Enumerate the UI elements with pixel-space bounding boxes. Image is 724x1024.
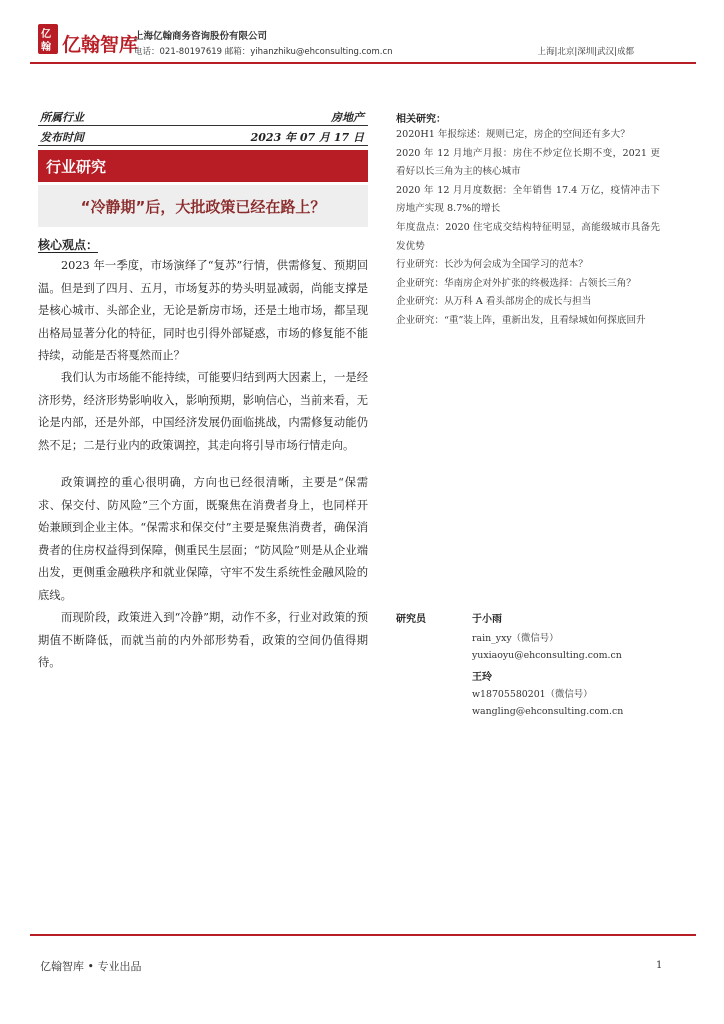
header-divider — [30, 62, 696, 64]
logo-char-1: 亿 — [41, 29, 51, 40]
body-paragraph: 我们认为市场能不能持续，可能要归结到两大因素上，一是经济形势，经济形势影响收入，影响预期，影响信心，当前来看，无论是内部，还是外部，中国经济发展仍面临挑战，内需修复动能仍然不足；二是行业内的政策调控，其走向将引导市场行情走向。 — [38, 371, 368, 452]
related-link[interactable]: 行业研究：长沙为何会成为全国学习的范本？ — [396, 259, 588, 271]
related-link[interactable]: 企业研究：华南房企对外扩张的终极选择：占领长三角？ — [396, 277, 636, 289]
footer-brand: 亿翰智库 • 专业出品 — [40, 960, 142, 973]
meta-date-row — [38, 126, 368, 146]
logo-char-2: 翰 — [41, 42, 51, 53]
body-paragraph: 而现阶段，政策进入到“冷静”期，动作不多，行业对政策的预期值不断降低，而就当前的内外部形势看，政策的空间仍值得期待。 — [38, 611, 368, 670]
contact-info: 电话：021-80197619 邮箱：yihanzhiku@ehconsulting.com.cn — [134, 47, 393, 57]
footer-divider — [30, 934, 696, 936]
related-link[interactable]: 2020 年 12 月月度数据：全年销售 17.4 万亿，疫情冲击下房地产实现 8.7%的增长 — [396, 184, 660, 215]
researcher-wechat: w18705580201（微信号） — [472, 689, 593, 700]
researcher-label: 研究员 — [396, 614, 426, 625]
office-cities: 上海|北京|深圳|武汉|成都 — [537, 47, 634, 57]
category-banner — [38, 150, 368, 182]
body-paragraph: 2023 年一季度，市场演绎了“复苏”行情，供需修复、预期回温。但是到了四月、五月，市场复苏的势头明显减弱，尚能支撑是是核心城市、头部企业，无论是新房市场，还是土地市场，都呈现出格局显著分化的特征，同时也引得外部疑惑，市场的修复能不能持续，动能是否将戛然而止？ — [38, 259, 368, 363]
related-link[interactable]: 2020 年 12 月地产月报：房住不炒定位长期不变，2021 更看好以长三角为主的核心城市 — [396, 147, 660, 178]
report-title-band — [38, 185, 368, 227]
page-number: 1 — [656, 960, 663, 971]
meta-divider — [38, 145, 368, 146]
researcher-email[interactable]: yuxiaoyu@ehconsulting.com.cn — [472, 650, 622, 661]
related-link[interactable]: 企业研究：“重”装上阵，重新出发，且看绿城如何探底回升 — [396, 314, 646, 326]
meta-industry-row — [38, 106, 368, 126]
category-label: 行业研究 — [46, 158, 107, 176]
date-value: 2023 年 07 月 17 日 — [250, 131, 364, 144]
report-title: “冷静期”后，大批政策已经在路上？ — [80, 198, 326, 216]
brand-name: 亿翰智库 — [62, 34, 139, 56]
date-label: 发布时间 — [40, 131, 84, 144]
brand-logo-mark — [38, 24, 58, 54]
related-research-list — [396, 126, 660, 331]
related-research-heading: 相关研究： — [396, 114, 446, 125]
company-name: 上海亿翰商务咨询股份有限公司 — [134, 31, 268, 42]
industry-label: 所属行业 — [40, 111, 84, 124]
researcher-name: 王玲 — [472, 672, 492, 683]
researcher-name: 于小雨 — [472, 614, 502, 625]
related-link[interactable]: 企业研究：从万科 A 看头部房企的成长与担当 — [396, 296, 592, 308]
core-points-heading: 核心观点： — [38, 238, 99, 252]
researcher-email[interactable]: wangling@ehconsulting.com.cn — [472, 706, 624, 717]
related-link[interactable]: 年度盘点：2020 住宅成交结构特征明显，高能级城市具备先发优势 — [396, 221, 660, 252]
related-link[interactable]: 2020H1 年报综述：规则已定，房企的空间还有多大？ — [396, 129, 630, 140]
industry-value: 房地产 — [331, 111, 364, 124]
researcher-wechat: rain_yxy（微信号） — [472, 633, 559, 644]
body-paragraph: 政策调控的重心很明确，方向也已经很清晰，主要是“保需求、保交付、防风险”三个方面，既聚焦在消费者身上，也同样开始兼顾到企业主体。“保需求和保交付”主要是聚焦消费者，确保消费者的住房权益得到保障，侧重民生层面；“防风险”则是从企业端出发，更侧重金融秩序和就业保障，守牢不发生系统性金融风险的底线。 — [38, 476, 368, 602]
